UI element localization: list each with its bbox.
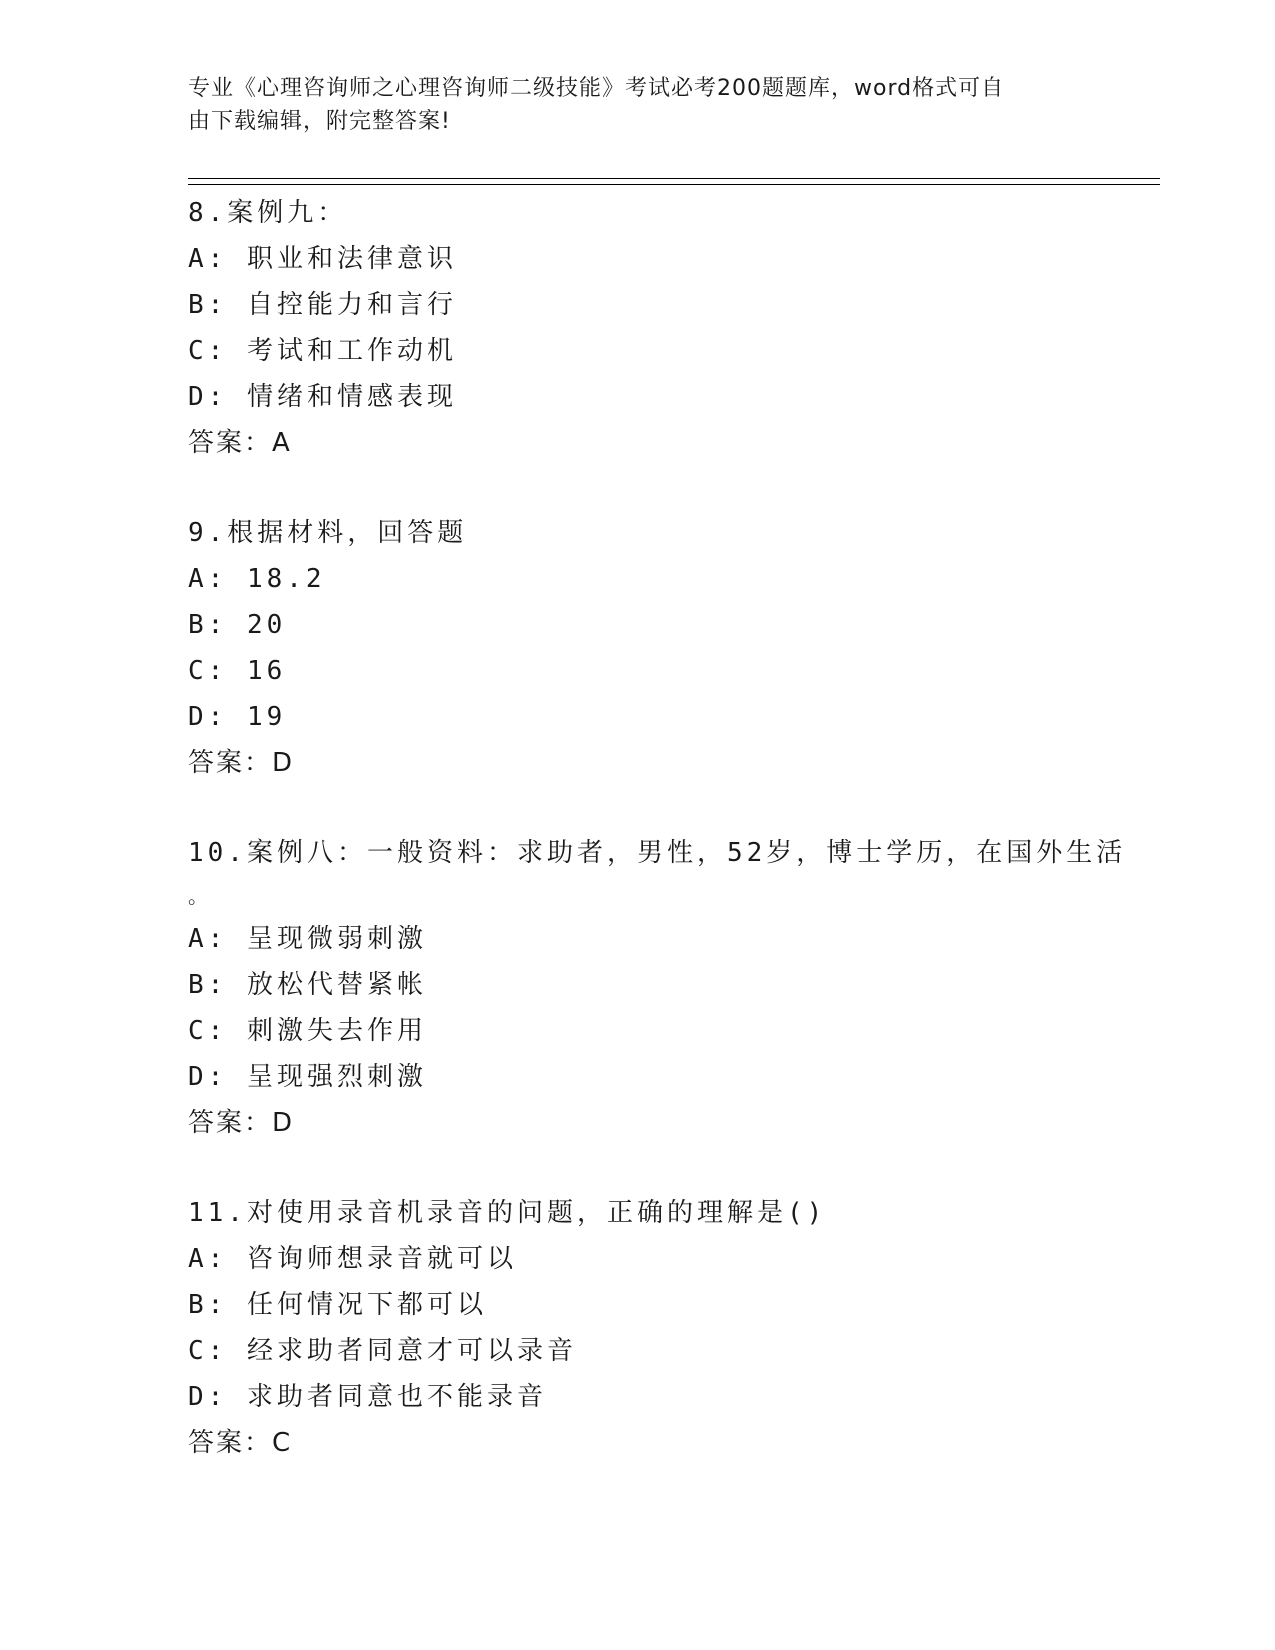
question-stem: 11.对使用录音机录音的问题，正确的理解是(): [188, 1198, 827, 1228]
question-10: [188, 830, 1128, 1146]
question-9: [188, 510, 1128, 786]
option-b: B: 任何情况下都可以: [188, 1290, 487, 1320]
option-c: C: 经求助者同意才可以录音: [188, 1336, 577, 1366]
option-a: A: 18.2: [188, 564, 326, 594]
option-d: D: 呈现强烈刺激: [188, 1062, 427, 1092]
option-b: B: 20: [188, 610, 287, 640]
answer-label: 答案：A: [188, 428, 292, 458]
option-a: A: 职业和法律意识: [188, 244, 457, 274]
header-divider-top: [188, 178, 1160, 179]
question-list: [188, 190, 1128, 1510]
option-a: A: 咨询师想录音就可以: [188, 1244, 517, 1274]
option-d: D: 19: [188, 702, 287, 732]
answer-label: 答案：C: [188, 1428, 293, 1458]
option-c: C: 16: [188, 656, 287, 686]
question-stem-continuation: 。: [188, 884, 212, 908]
question-stem: 8.案例九：: [188, 198, 348, 228]
header-line-1: 专业《心理咨询师之心理咨询师二级技能》考试必考200题题库，word格式可自: [188, 76, 1005, 101]
question-8: [188, 190, 1128, 466]
answer-label: 答案：D: [188, 1108, 295, 1138]
option-a: A: 呈现微弱刺激: [188, 924, 427, 954]
question-11: [188, 1190, 1128, 1466]
question-stem: 10.案例八：一般资料：求助者，男性，52岁，博士学历，在国外生活: [188, 838, 1127, 868]
option-c: C: 考试和工作动机: [188, 336, 457, 366]
document-header: [188, 72, 1088, 138]
header-line-2: 由下载编辑，附完整答案!: [188, 109, 451, 134]
option-d: D: 求助者同意也不能录音: [188, 1382, 547, 1412]
question-stem: 9.根据材料，回答题: [188, 518, 468, 548]
option-b: B: 自控能力和言行: [188, 290, 457, 320]
option-d: D: 情绪和情感表现: [188, 382, 457, 412]
answer-label: 答案：D: [188, 748, 295, 778]
header-divider-bottom: [188, 184, 1160, 185]
option-c: C: 刺激失去作用: [188, 1016, 427, 1046]
option-b: B: 放松代替紧帐: [188, 970, 427, 1000]
